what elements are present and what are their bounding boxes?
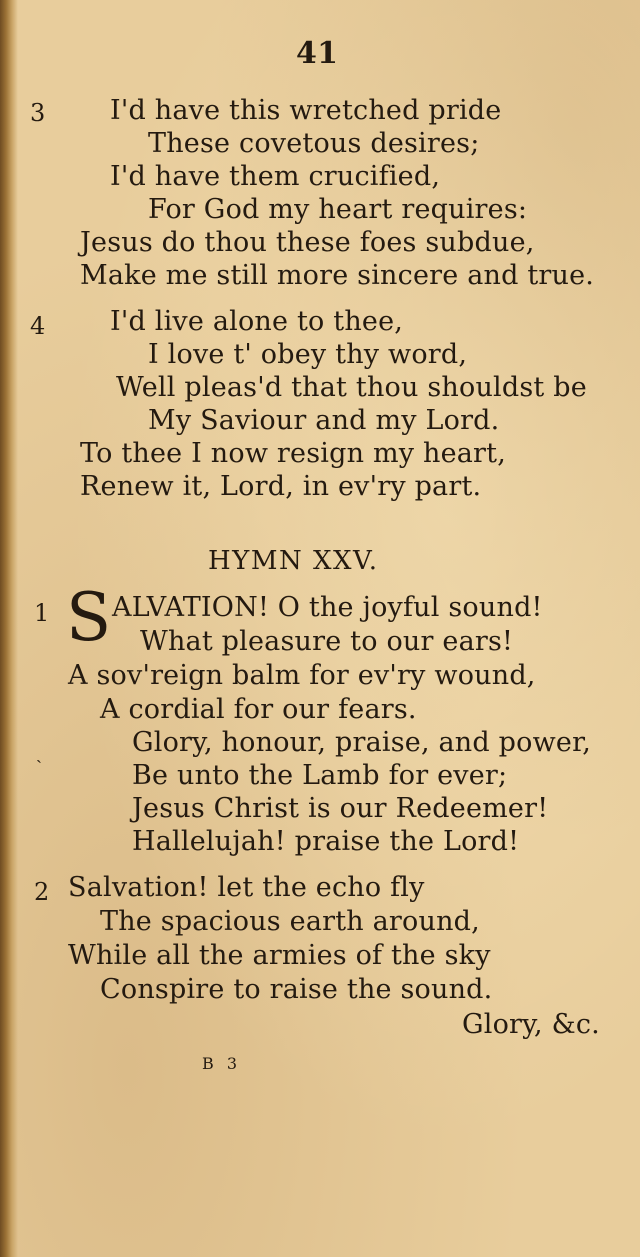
stanza-3-line-5: Jesus do thou these foes subdue, xyxy=(80,227,535,258)
hymn-1-line-2: What pleasure to our ears! xyxy=(140,626,514,657)
drop-cap-letter: S xyxy=(66,579,112,656)
chorus-line-4: Hallelujah! praise the Lord! xyxy=(132,826,520,857)
refrain-abbreviation: Glory, &c. xyxy=(462,1009,600,1040)
hymn-2-line-1: Salvation! let the echo fly xyxy=(68,872,425,903)
chorus-line-3: Jesus Christ is our Redeemer! xyxy=(132,793,549,824)
signature-mark: B 3 xyxy=(202,1054,242,1073)
hymn-stanza-number-2: 2 xyxy=(34,878,50,906)
stanza-4-line-5: To thee I now resign my heart, xyxy=(80,438,506,469)
hymn-title: HYMN XXV. xyxy=(208,546,379,576)
hymn-2-line-2: The spacious earth around, xyxy=(100,906,480,937)
hymn-2-line-4: Conspire to raise the sound. xyxy=(100,974,493,1005)
stanza-3-line-6: Make me still more sincere and true. xyxy=(80,260,595,291)
hymn-1-line-3: A sov'reign balm for ev'ry wound, xyxy=(68,660,536,691)
chorus-marker: ˎ xyxy=(36,743,43,764)
chorus-line-2: Be unto the Lamb for ever; xyxy=(132,760,508,791)
chorus-line-1: Glory, honour, praise, and power, xyxy=(132,727,592,758)
stanza-number-3: 3 xyxy=(30,99,46,127)
stanza-4-line-3: Well pleas'd that thou shouldst be xyxy=(116,372,587,403)
hymn-2-line-3: While all the armies of the sky xyxy=(68,940,491,971)
stanza-4-line-4: My Saviour and my Lord. xyxy=(148,405,500,436)
stanza-3-line-2: These covetous desires; xyxy=(148,128,480,159)
page-number: 41 xyxy=(296,36,339,71)
stanza-3-line-1: I'd have this wretched pride xyxy=(110,95,502,126)
stanza-4-line-1: I'd live alone to thee, xyxy=(110,306,404,337)
hymn-1-line-1: ALVATION! O the joyful sound! xyxy=(112,592,543,623)
hymn-stanza-number-1: 1 xyxy=(34,599,50,627)
stanza-4-line-2: I love t' obey thy word, xyxy=(148,339,468,370)
stanza-3-line-4: For God my heart requires: xyxy=(148,194,528,225)
stanza-3-line-3: I'd have them crucified, xyxy=(110,161,441,192)
hymn-1-line-4: A cordial for our fears. xyxy=(100,694,417,725)
stanza-number-4: 4 xyxy=(30,312,46,340)
stanza-4-line-6: Renew it, Lord, in ev'ry part. xyxy=(80,471,482,502)
